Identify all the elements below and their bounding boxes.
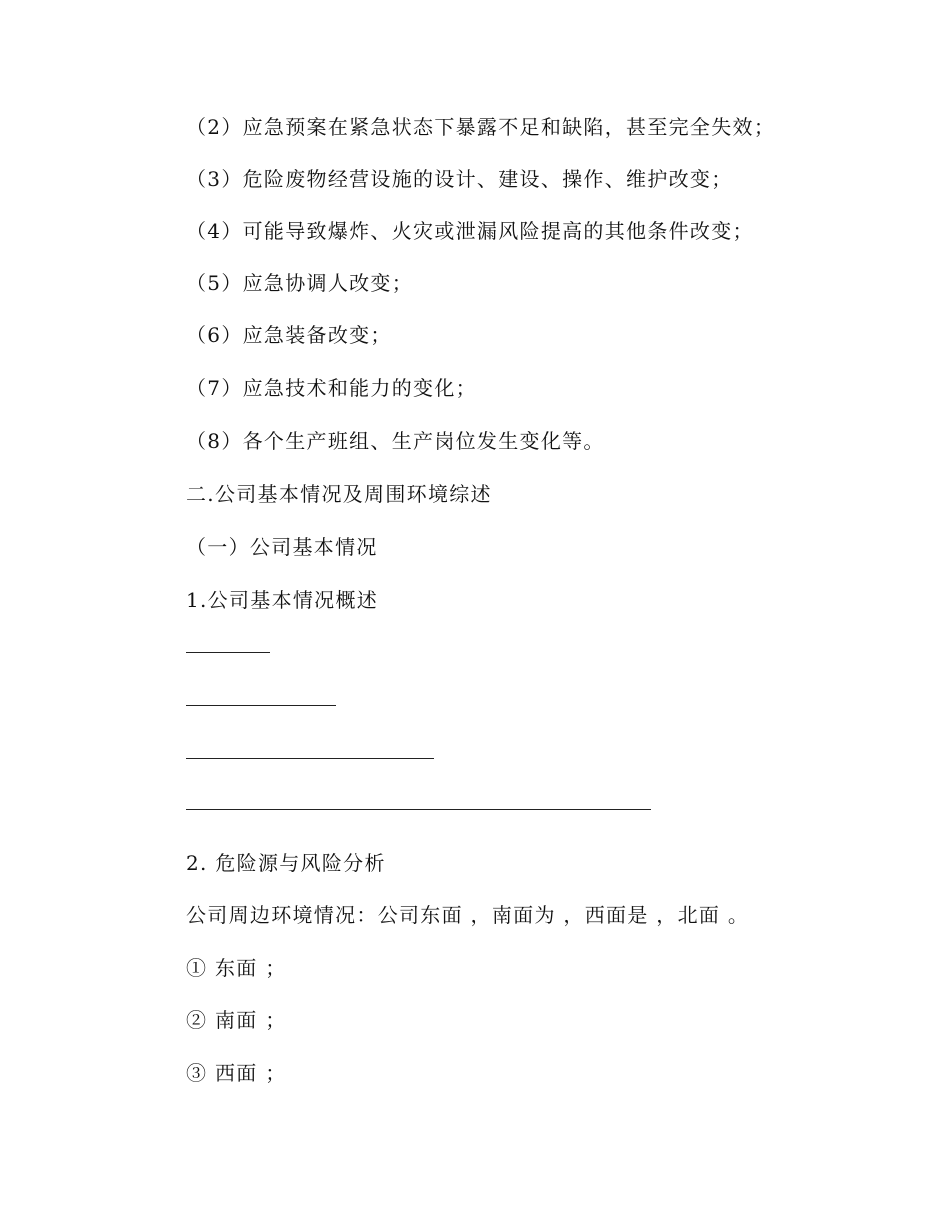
subsection-heading: （一）公司基本情况 xyxy=(186,535,378,559)
direction-west: ③ 西面 ； xyxy=(186,1061,287,1085)
list-item-8: （8）各个生产班组、生产岗位发生变化等。 xyxy=(186,429,605,453)
blank-line-3 xyxy=(186,758,434,759)
direction-east: ① 东面 ； xyxy=(186,956,287,980)
blank-line-4 xyxy=(186,809,651,810)
list-item-6: （6）应急装备改变； xyxy=(186,323,392,347)
list-item-4: （4）可能导致爆炸、火灾或泄漏风险提高的其他条件改变； xyxy=(186,219,754,243)
blank-line-1 xyxy=(186,652,270,653)
list-item-3: （3）危险废物经营设施的设计、建设、操作、维护改变； xyxy=(186,167,733,191)
section-heading: 二.公司基本情况及周围环境综述 xyxy=(186,482,492,506)
item-heading-risk: 2. 危险源与风险分析 xyxy=(186,851,386,875)
item-heading-overview: 1.公司基本情况概述 xyxy=(186,588,379,612)
surroundings-text: 公司周边环境情况：公司东面 ，南面为 ，西面是 ，北面 。 xyxy=(186,903,750,927)
list-item-5: （5）应急协调人改变； xyxy=(186,271,414,295)
list-item-2: （2）应急预案在紧急状态下暴露不足和缺陷，甚至完全失效； xyxy=(186,115,776,139)
direction-south: ② 南面 ； xyxy=(186,1008,287,1032)
list-item-7: （7）应急技术和能力的变化； xyxy=(186,376,477,400)
blank-line-2 xyxy=(186,705,336,706)
